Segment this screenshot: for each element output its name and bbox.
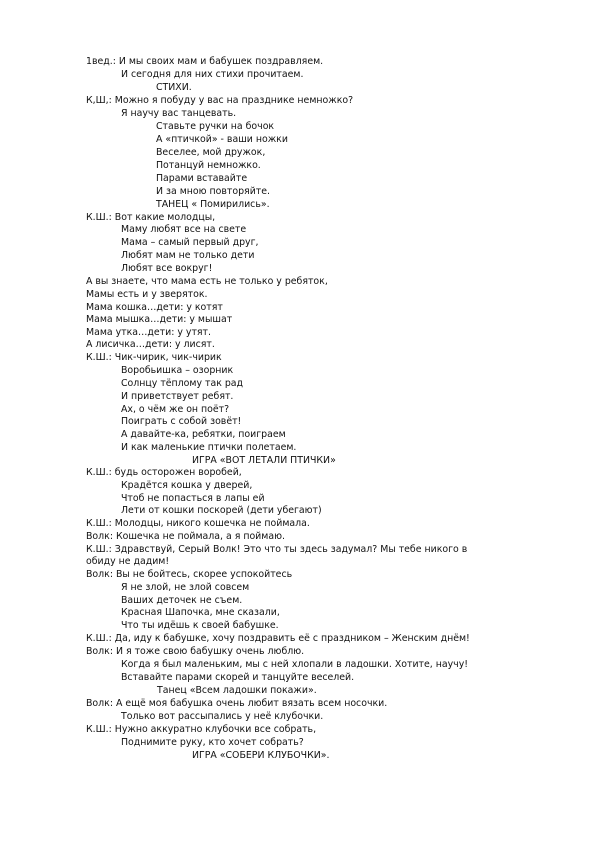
text-line: И сегодня для них стихи прочитаем. <box>121 69 304 80</box>
text-line: Солнцу тёплому так рад <box>121 378 244 389</box>
text-line: СТИХИ. <box>156 82 192 93</box>
text-line: Я не злой, не злой совсем <box>121 582 250 593</box>
text-line: Поиграть с собой зовёт! <box>121 416 242 427</box>
text-line: А «птичкой» - ваши ножки <box>156 134 288 145</box>
text-line: Веселее, мой дружок, <box>156 147 266 158</box>
text-line: И как маленькие птички полетаем. <box>121 442 297 453</box>
text-line: Ваших деточек не съем. <box>121 595 243 606</box>
text-line: Мама утка…дети: у утят. <box>86 327 211 338</box>
text-line: К.Ш.: Нужно аккуратно клубочки все собрать, <box>86 724 317 735</box>
text-line: Парами вставайте <box>156 173 248 184</box>
text-line: К.Ш.: Чик-чирик, чик-чирик <box>86 352 222 363</box>
text-line: К,Ш,: Можно я побуду у вас на празднике немножко? <box>86 95 354 106</box>
text-line: Любят все вокруг! <box>121 263 213 274</box>
text-line: Маму любят все на свете <box>121 224 247 235</box>
text-line: Ах, о чём же он поёт? <box>121 404 230 415</box>
text-line: Что ты идёшь к своей бабушке. <box>121 620 279 631</box>
text-line: Волк: Вы не бойтесь, скорее успокойтесь <box>86 569 293 580</box>
text-line: Волк: А ещё моя бабушка очень любит вязать всем носочки. <box>86 698 388 709</box>
text-line: К.Ш.: Вот какие молодцы, <box>86 212 216 223</box>
text-line: Потанцуй немножко. <box>156 160 261 171</box>
text-line: А лисичка…дети: у лисят. <box>86 339 215 350</box>
text-line: Мама – самый первый друг, <box>121 237 259 248</box>
text-line: К.Ш.: Молодцы, никого кошечка не поймала. <box>86 518 310 529</box>
text-line: Лети от кошки поскорей (дети убегают) <box>121 505 322 516</box>
text-line: К.Ш.: Да, иду к бабушке, хочу поздравить её с праздником – Женским днём! <box>86 633 470 644</box>
text-line: Только вот рассыпались у неё клубочки. <box>121 711 324 722</box>
text-line: Волк: Кошечка не поймала, а я поймаю. <box>86 531 285 542</box>
text-line: Вставайте парами скорей и танцуйте веселей. <box>121 672 355 683</box>
text-line: Мама мышка…дети: у мышат <box>86 314 233 325</box>
text-line: К.Ш.: будь осторожен воробей, <box>86 467 242 478</box>
text-line: Поднимите руку, кто хочет собрать? <box>121 737 304 748</box>
text-line: Волк: И я тоже свою бабушку очень люблю. <box>86 646 305 657</box>
text-line: Ставьте ручки на бочок <box>156 121 275 132</box>
text-line: Мама кошка…дети: у котят <box>86 302 223 313</box>
text-line: ТАНЕЦ « Помирились». <box>156 199 270 210</box>
text-line: Любят мам не только дети <box>121 250 255 261</box>
text-line: обиду не дадим! <box>86 556 170 567</box>
text-line: И приветствует ребят. <box>121 391 234 402</box>
text-line: ИГРА «ВОТ ЛЕТАЛИ ПТИЧКИ» <box>192 455 336 466</box>
text-line: Крадётся кошка у дверей, <box>121 480 253 491</box>
text-line: Мамы есть и у зверяток. <box>86 289 208 300</box>
text-line: Танец «Всем ладошки покажи». <box>157 685 317 696</box>
text-line: Красная Шапочка, мне сказали, <box>121 607 280 618</box>
text-line: А вы знаете, что мама есть не только у ребяток, <box>86 276 328 287</box>
text-line: Когда я был маленьким, мы с ней хлопали в ладошки. Хотите, научу! <box>121 659 469 670</box>
text-line: 1вед.: И мы своих мам и бабушек поздравляем. <box>86 56 324 67</box>
text-line: Чтоб не попасться в лапы ей <box>121 493 265 504</box>
text-line: К.Ш.: Здравствуй, Серый Волк! Это что ты здесь задумал? Мы тебе никого в <box>86 544 468 555</box>
text-line: А давайте-ка, ребятки, поиграем <box>121 429 286 440</box>
text-line: Воробьишка – озорник <box>121 365 234 376</box>
text-line: Я научу вас танцевать. <box>121 108 237 119</box>
text-line: И за мною повторяйте. <box>156 186 270 197</box>
text-line: ИГРА «СОБЕРИ КЛУБОЧКИ». <box>192 750 330 761</box>
